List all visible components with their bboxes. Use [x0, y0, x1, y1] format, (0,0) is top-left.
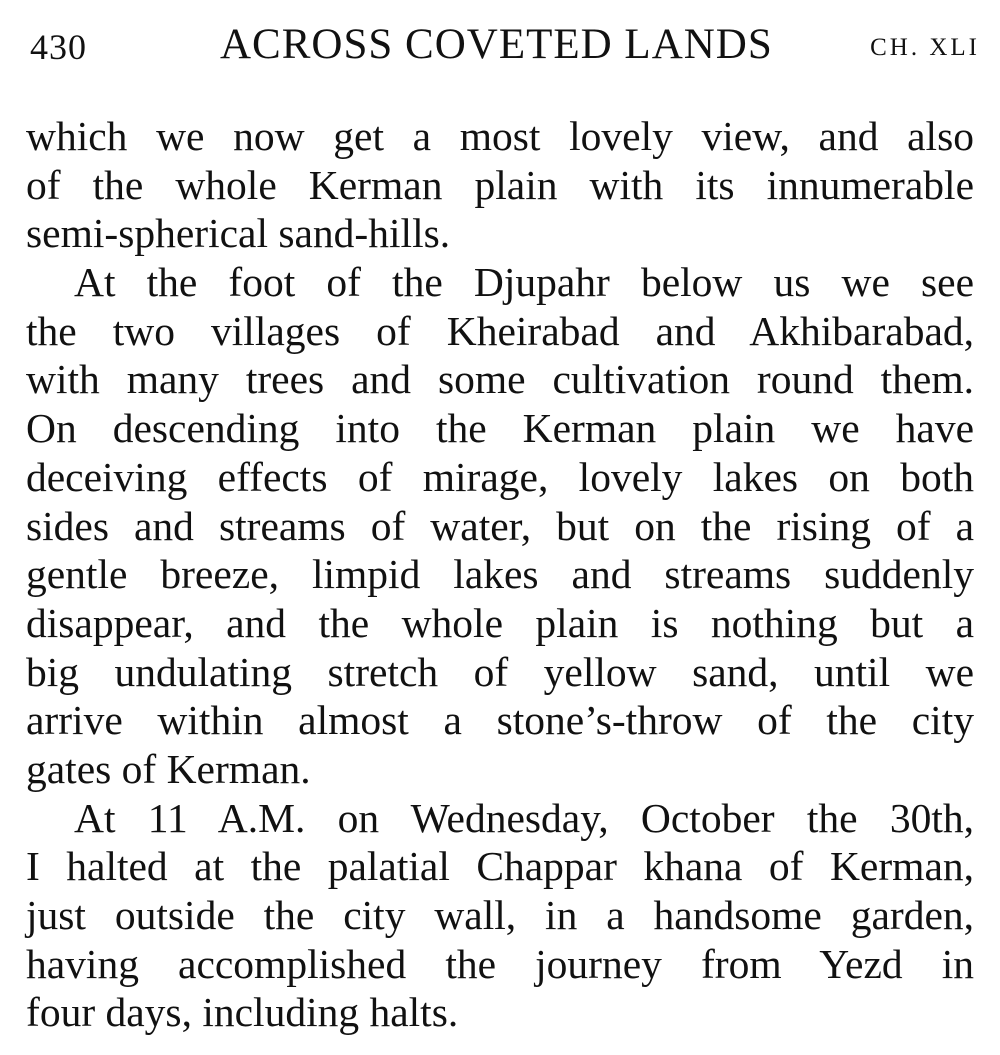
text-line: with many trees and some cultivation round them.	[26, 356, 974, 403]
text-line: deceiving effects of mirage, lovely lakes on both	[26, 453, 974, 500]
running-title: ACROSS COVETED LANDS	[220, 21, 773, 68]
text-line: having accomplished the journey from Yezd in	[26, 940, 974, 987]
text-line: arrive within almost a stone’s-throw of the city	[26, 697, 974, 744]
text-line: disappear, and the whole plain is nothing but a	[26, 599, 974, 646]
body-text	[26, 112, 974, 1037]
text-line: sides and streams of water, but on the rising of a	[26, 502, 974, 549]
text-line: which we now get a most lovely view, and also	[26, 113, 974, 159]
chapter-label: CH. XLI	[870, 34, 980, 61]
text-line: big undulating stretch of yellow sand, until we	[26, 648, 974, 695]
text-line: just outside the city wall, in a handsome garden,	[26, 892, 974, 938]
text-line: On descending into the Kerman plain we have	[26, 405, 974, 452]
text-line: I halted at the palatial Chappar khana of Kerman,	[26, 843, 974, 890]
text-line: of the whole Kerman plain with its innumerable	[26, 161, 974, 208]
running-header	[30, 18, 980, 78]
text-line: At the foot of the Djupahr below us we see	[74, 259, 974, 306]
text-line: the two villages of Kheirabad and Akhibarabad,	[26, 307, 974, 354]
text-line: At 11 A.M. on Wednesday, October the 30th,	[74, 794, 974, 841]
text-line: gates of Kerman.	[26, 745, 311, 792]
text-line: semi-spherical sand-hills.	[26, 210, 451, 257]
text-line: four days, including halts.	[26, 989, 459, 1036]
text-line: gentle breeze, limpid lakes and streams suddenly	[26, 551, 974, 598]
page-number: 430	[30, 27, 87, 67]
